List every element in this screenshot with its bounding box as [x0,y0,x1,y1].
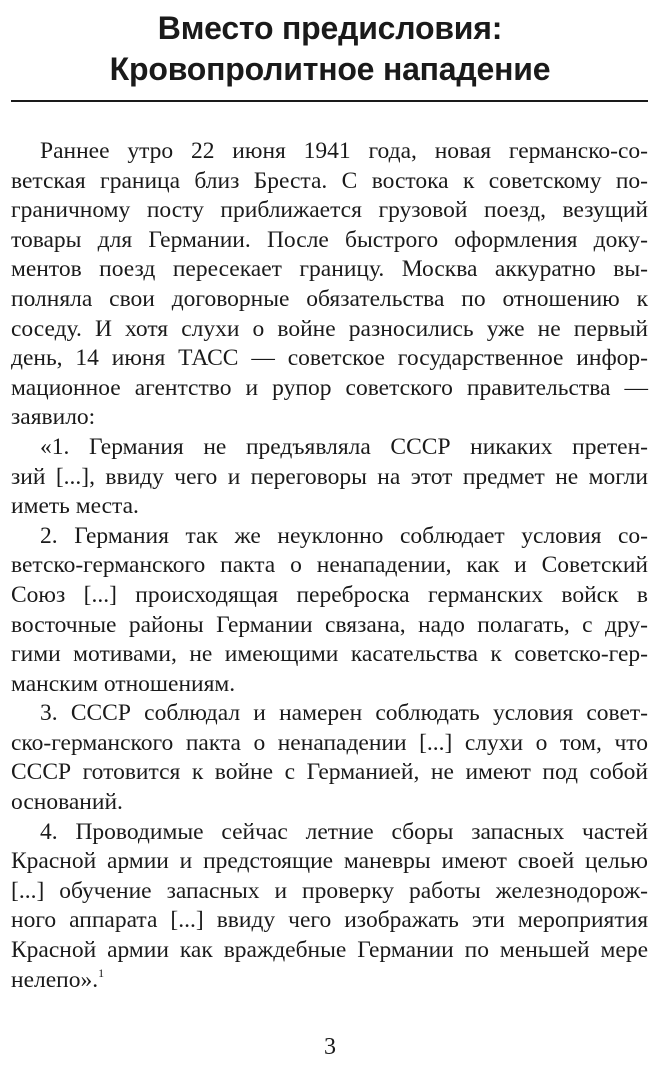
text-line: ско-германского пакта о ненападении [...] слухи о том, что [11,729,648,756]
text-line: Красной армии и предстоящие маневры имеют своей целью [11,848,648,875]
text-line: зий [...], ввиду чего и переговоры на этот предмет не могли [11,463,648,490]
text-line: полняла свои договорные обязательства по отношению к [11,285,648,312]
text-line: Союз [...] происходящая переброска германских войск в [11,581,648,608]
page-number: 3 [324,1034,336,1060]
text-line: ного аппарата [...] ввиду чего изображать эти мероприятия [11,907,648,934]
text-line: гими мотивами, не имеющими касательства к советско-гер- [11,641,648,668]
body-text [11,137,648,995]
text-line: восточные районы Германии связана, надо полагать, с дру- [11,611,648,638]
text-line: соседу. И хотя слухи о войне разносились уже не первый [11,315,648,342]
text-line: манским отношениям. [11,670,236,697]
text-line: мационное агентство и рупор советского правительства — [11,374,648,401]
chapter-title-line-1: Вместо предисловия: [157,10,503,46]
text-line: 4. Проводимые сейчас летние сборы запасных частей [40,818,648,845]
text-line: СССР готовится к войне с Германией, не имеют под собой [11,759,648,786]
text-line-with-footnote [11,966,648,996]
text-line: граничному посту приближается грузовой поезд, везущий [11,197,648,224]
text-line-final: нелепо». [11,966,99,993]
title-divider [11,100,648,102]
text-line: иметь места. [11,493,139,520]
footnote-marker[interactable]: 1 [98,965,105,980]
text-line: 2. Германия так же неуклонно соблюдает условия со- [40,522,648,549]
text-line: день, 14 июня ТАСС — советское государственное инфор- [11,345,648,372]
text-line: ветско-германского пакта о ненападении, как и Советский [11,552,648,579]
text-line: Красной армии как враждебные Германии по меньшей мере [11,937,648,964]
text-line: заявило: [11,404,96,431]
text-line: Раннее утро 22 июня 1941 года, новая германско-со- [40,138,648,164]
chapter-title-line-2: Кровопролитное нападение [109,51,551,87]
text-line: ментов поезд пересекает границу. Москва аккуратно вы- [11,256,648,283]
chapter-title [0,8,660,90]
text-line: товары для Германии. После быстрого оформления доку- [11,226,648,253]
text-line: оснований. [11,789,123,816]
text-line: ветская граница близ Бреста. С востока к советскому по- [11,167,648,194]
text-line: 3. СССР соблюдал и намерен соблюдать условия совет- [40,700,648,727]
text-line: [...] обучение запасных и проверку работы железнодорож- [11,877,648,904]
text-line: «1. Германия не предъявляла СССР никаких претен- [40,433,648,460]
